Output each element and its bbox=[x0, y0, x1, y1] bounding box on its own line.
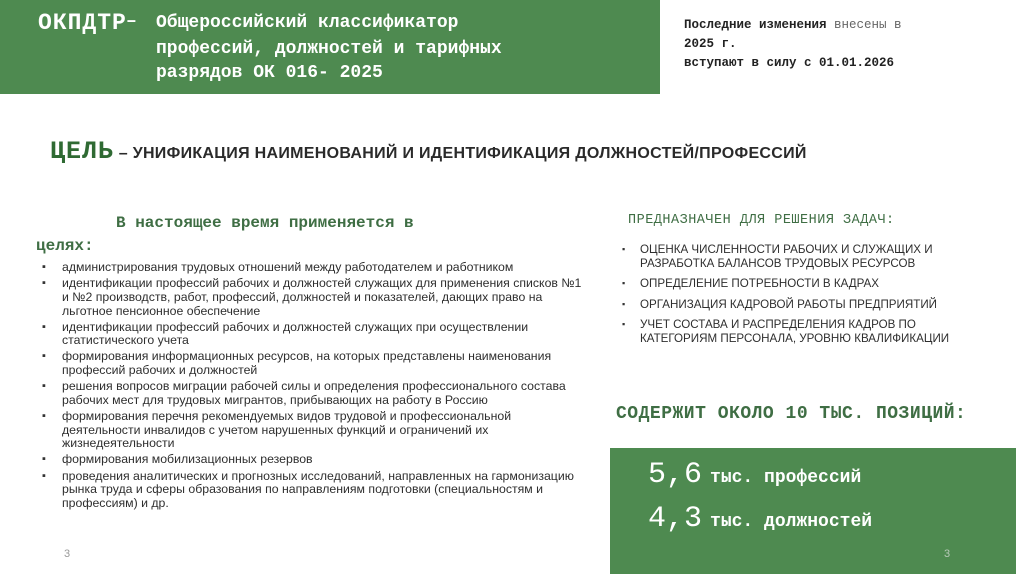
stat-value: 4,3 bbox=[648, 502, 703, 536]
goal-word: ЦЕЛЬ bbox=[50, 137, 115, 166]
page-number-left: 3 bbox=[64, 548, 71, 560]
title-line-3: разрядов ОК 016- 2025 bbox=[156, 63, 383, 83]
changes-line-3 bbox=[684, 54, 1014, 73]
title-line-1: Общероссийский классификатор bbox=[156, 13, 459, 33]
stat-professions bbox=[648, 458, 861, 492]
tasks-heading: ПРЕДНАЗНАЧЕН ДЛЯ РЕШЕНИЯ ЗАДАЧ: bbox=[628, 213, 895, 228]
page-number-right: 3 bbox=[944, 548, 951, 560]
applied-heading-line-1: В настоящее время применяется в bbox=[116, 214, 414, 232]
list-item: ▪ проведения аналитических и прогнозных исследований, направленных на гармонизацию рынка труда и сферы образования по направлениям подготовки (специальностям и профессиям) и др. bbox=[42, 470, 582, 511]
list-item: ▪ идентификации профессий рабочих и должностей служащих при осуществлении статистического учета bbox=[42, 321, 582, 348]
list-item: ▪ формирования перечня рекомендуемых видов трудовой и профессиональной деятельности инвалидов с учетом нарушенных функций и ограничений их жизнедеятельности bbox=[42, 410, 582, 451]
tasks-list bbox=[622, 243, 992, 352]
goal-heading bbox=[50, 137, 807, 166]
stat-positions bbox=[648, 502, 872, 536]
list-item: ▪ идентификации профессий рабочих и должностей служащих для применения списков №1 и №2 производств, работ, профессий, должностей и показателей, дающих право на льготное пенсионное обеспечение bbox=[42, 277, 582, 318]
stat-value: 5,6 bbox=[648, 458, 703, 492]
title-banner bbox=[0, 0, 660, 94]
goal-text: – УНИФИКАЦИЯ НАИМЕНОВАНИЙ И ИДЕНТИФИКАЦИЯ ДОЛЖНОСТЕЙ/ПРОФЕССИЙ bbox=[114, 145, 807, 162]
applied-heading-line-2: целях: bbox=[36, 237, 94, 255]
changes-year: 2025 г. bbox=[684, 37, 737, 51]
title-abbr: ОКПДТР bbox=[38, 10, 127, 36]
title-dash: – bbox=[126, 12, 137, 32]
changes-note bbox=[684, 16, 1014, 73]
stats-box bbox=[610, 448, 1016, 574]
changes-effective-date: вступают в силу с 01.01.2026 bbox=[684, 56, 895, 70]
changes-line-2 bbox=[684, 35, 1014, 54]
list-item: ▪ решения вопросов миграции рабочей силы и определения профессионального состава рабочих мест для трудовых мигрантов, прибывающих на работу в Россию bbox=[42, 380, 582, 407]
list-item: ▪ формирования информационных ресурсов, на которых представлены наименования профессий рабочих и должностей bbox=[42, 350, 582, 377]
applied-list bbox=[42, 261, 582, 513]
title-line-2: профессий, должностей и тарифных bbox=[156, 39, 502, 59]
changes-light: внесены в bbox=[826, 18, 902, 32]
list-item: ▪ УЧЕТ СОСТАВА И РАСПРЕДЕЛЕНИЯ КАДРОВ ПО КАТЕГОРИЯМ ПЕРСОНАЛА, УРОВНЮ КВАЛИФИКАЦИИ bbox=[622, 318, 992, 345]
changes-bold: Последние изменения bbox=[684, 18, 827, 32]
contains-heading: СОДЕРЖИТ ОКОЛО 10 ТЫС. ПОЗИЦИЙ: bbox=[616, 404, 967, 424]
applied-heading bbox=[36, 212, 556, 258]
list-item: ▪ ОПРЕДЕЛЕНИЕ ПОТРЕБНОСТИ В КАДРАХ bbox=[622, 277, 992, 291]
stat-label: тыс. профессий bbox=[710, 468, 862, 488]
stat-label: тыс. должностей bbox=[710, 512, 873, 532]
list-item: ▪ администрирования трудовых отношений между работодателем и работником bbox=[42, 261, 582, 275]
changes-line-1 bbox=[684, 16, 1014, 35]
list-item: ▪ ОРГАНИЗАЦИЯ КАДРОВОЙ РАБОТЫ ПРЕДПРИЯТИЙ bbox=[622, 298, 992, 312]
list-item: ▪ ОЦЕНКА ЧИСЛЕННОСТИ РАБОЧИХ И СЛУЖАЩИХ И РАЗРАБОТКА БАЛАНСОВ ТРУДОВЫХ РЕСУРСОВ bbox=[622, 243, 992, 270]
list-item: ▪ формирования мобилизационных резервов bbox=[42, 453, 582, 467]
